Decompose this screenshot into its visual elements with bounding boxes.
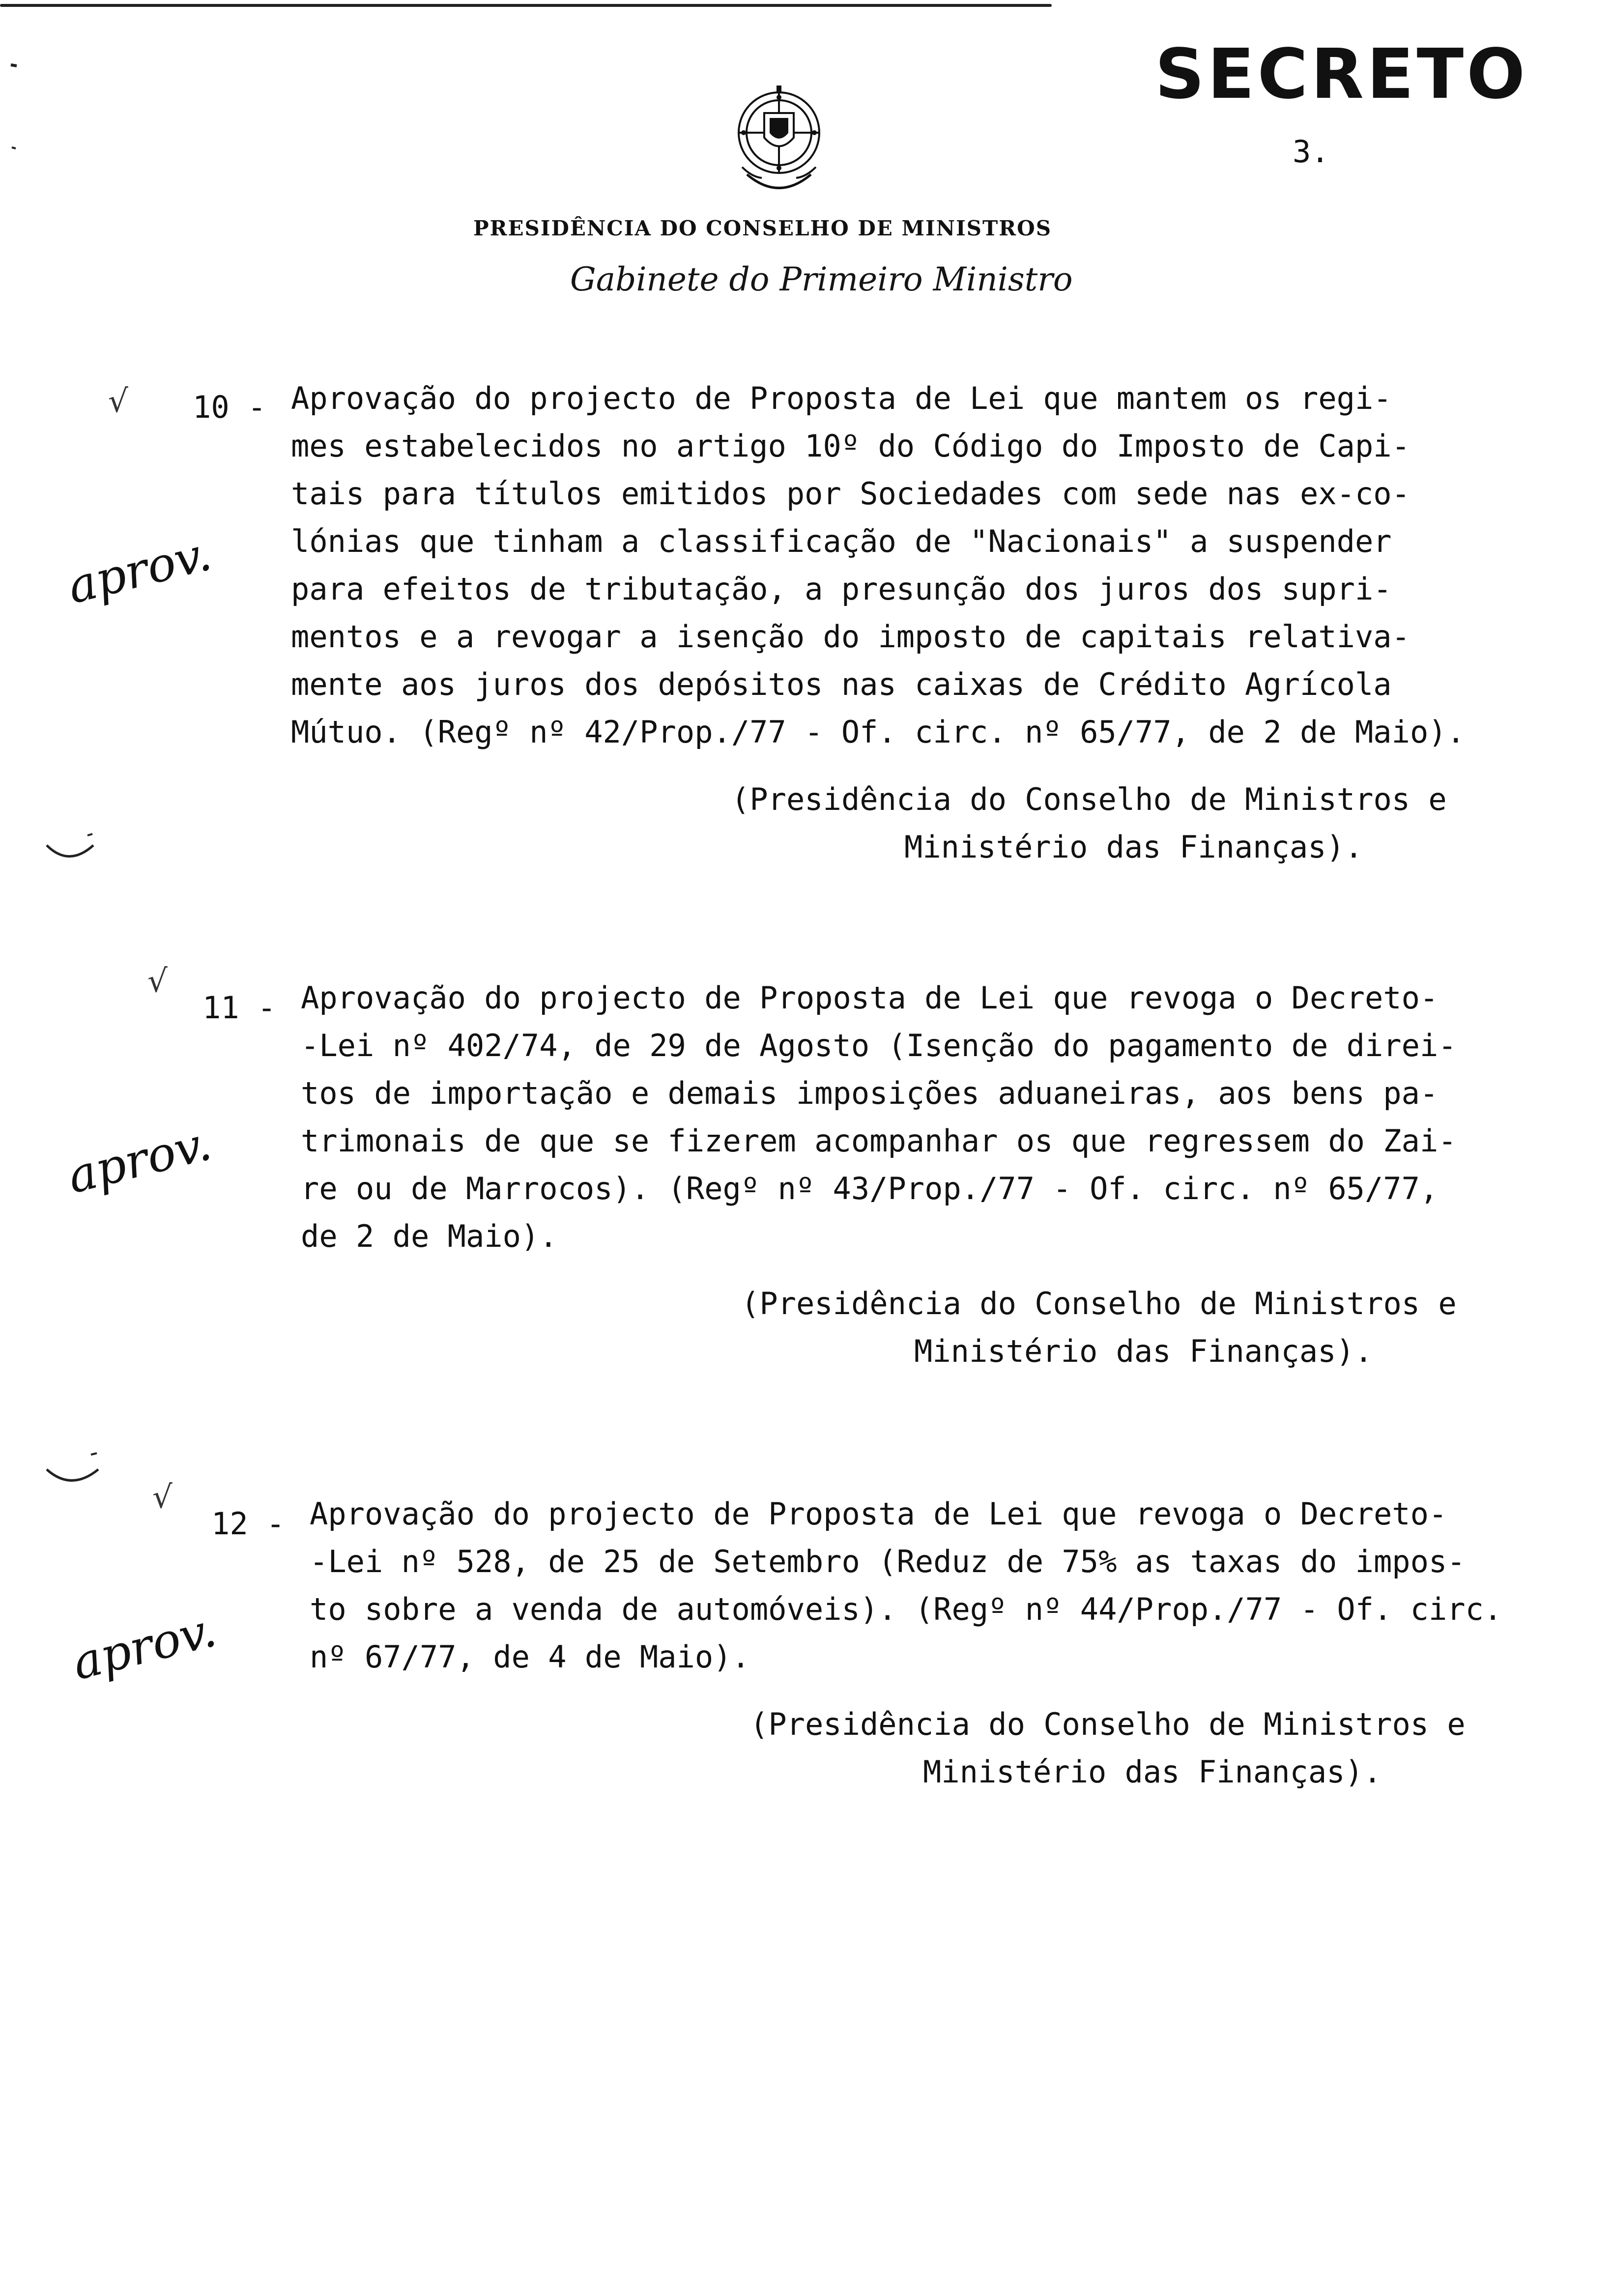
margin-mark (5, 59, 25, 167)
handwritten-approval: aprov. (62, 1116, 217, 1205)
item-number: 12 - (211, 1506, 285, 1542)
item-text-line: trimonais de que se fizerem acompanhar os que regressem do Zai- (301, 1123, 1457, 1159)
checkmark-icon: √ (147, 963, 168, 1000)
item-text-line: Aprovação do projecto de Proposta de Lei que revoga o Decreto- (310, 1496, 1447, 1532)
classification-stamp: SECRETO (1155, 34, 1528, 115)
item-number: 11 - (202, 990, 276, 1026)
page-number: 3. (1293, 134, 1329, 170)
ministry-line: Ministério das Finanças). (914, 1333, 1373, 1369)
item-text-line: nº 67/77, de 4 de Maio). (310, 1639, 750, 1675)
cabinet-signature: Gabinete do Primeiro Ministro (570, 260, 1073, 298)
top-rule (0, 4, 1052, 7)
margin-mark (44, 1450, 108, 1494)
item-text-line: Aprovação do projecto de Proposta de Lei que mantem os regi- (291, 380, 1392, 416)
ministry-line: (Presidência do Conselho de Ministros e (750, 1706, 1466, 1742)
checkmark-icon: √ (152, 1479, 173, 1516)
ministry-line: Ministério das Finanças). (904, 829, 1363, 865)
handwritten-approval: aprov. (67, 1602, 222, 1691)
handwritten-approval: aprov. (62, 526, 217, 615)
checkmark-icon: √ (108, 383, 128, 420)
item-text-line: re ou de Marrocos). (Regº nº 43/Prop./77 - Of. circ. nº 65/77, (301, 1171, 1439, 1206)
item-text-line: mes estabelecidos no artigo 10º do Código do Imposto de Capi- (291, 428, 1410, 464)
item-text-line: to sobre a venda de automóveis). (Regº nº 44/Prop./77 - Of. circ. (310, 1591, 1502, 1627)
item-text-line: tais para títulos emitidos por Sociedades com sede nas ex-co- (291, 476, 1410, 512)
item-number: 10 - (193, 389, 266, 425)
ministry-line: (Presidência do Conselho de Ministros e (731, 781, 1447, 817)
item-text-line: de 2 de Maio). (301, 1218, 558, 1254)
coat-of-arms-icon (727, 84, 831, 201)
organization-name: PRESIDÊNCIA DO CONSELHO DE MINISTROS (473, 216, 1052, 240)
item-text-line: -Lei nº 402/74, de 29 de Agosto (Isenção do pagamento de direi- (301, 1028, 1457, 1063)
item-text-line: tos de importação e demais imposições aduaneiras, aos bens pa- (301, 1075, 1439, 1111)
margin-mark (44, 826, 98, 870)
ministry-line: (Presidência do Conselho de Ministros e (741, 1286, 1457, 1321)
item-text-line: Aprovação do projecto de Proposta de Lei que revoga o Decreto- (301, 980, 1439, 1016)
item-text-line: Mútuo. (Regº nº 42/Prop./77 - Of. circ. nº 65/77, de 2 de Maio). (291, 714, 1465, 750)
item-text-line: -Lei nº 528, de 25 de Setembro (Reduz de 75% as taxas do impos- (310, 1544, 1466, 1579)
item-text-line: para efeitos de tributação, a presunção dos juros dos supri- (291, 571, 1392, 607)
item-text-line: mente aos juros dos depósitos nas caixas de Crédito Agrícola (291, 666, 1392, 702)
ministry-line: Ministério das Finanças). (923, 1754, 1382, 1790)
item-text-line: lónias que tinham a classificação de "Nacionais" a suspender (291, 523, 1392, 559)
item-text-line: mentos e a revogar a isenção do imposto de capitais relativa- (291, 619, 1410, 655)
